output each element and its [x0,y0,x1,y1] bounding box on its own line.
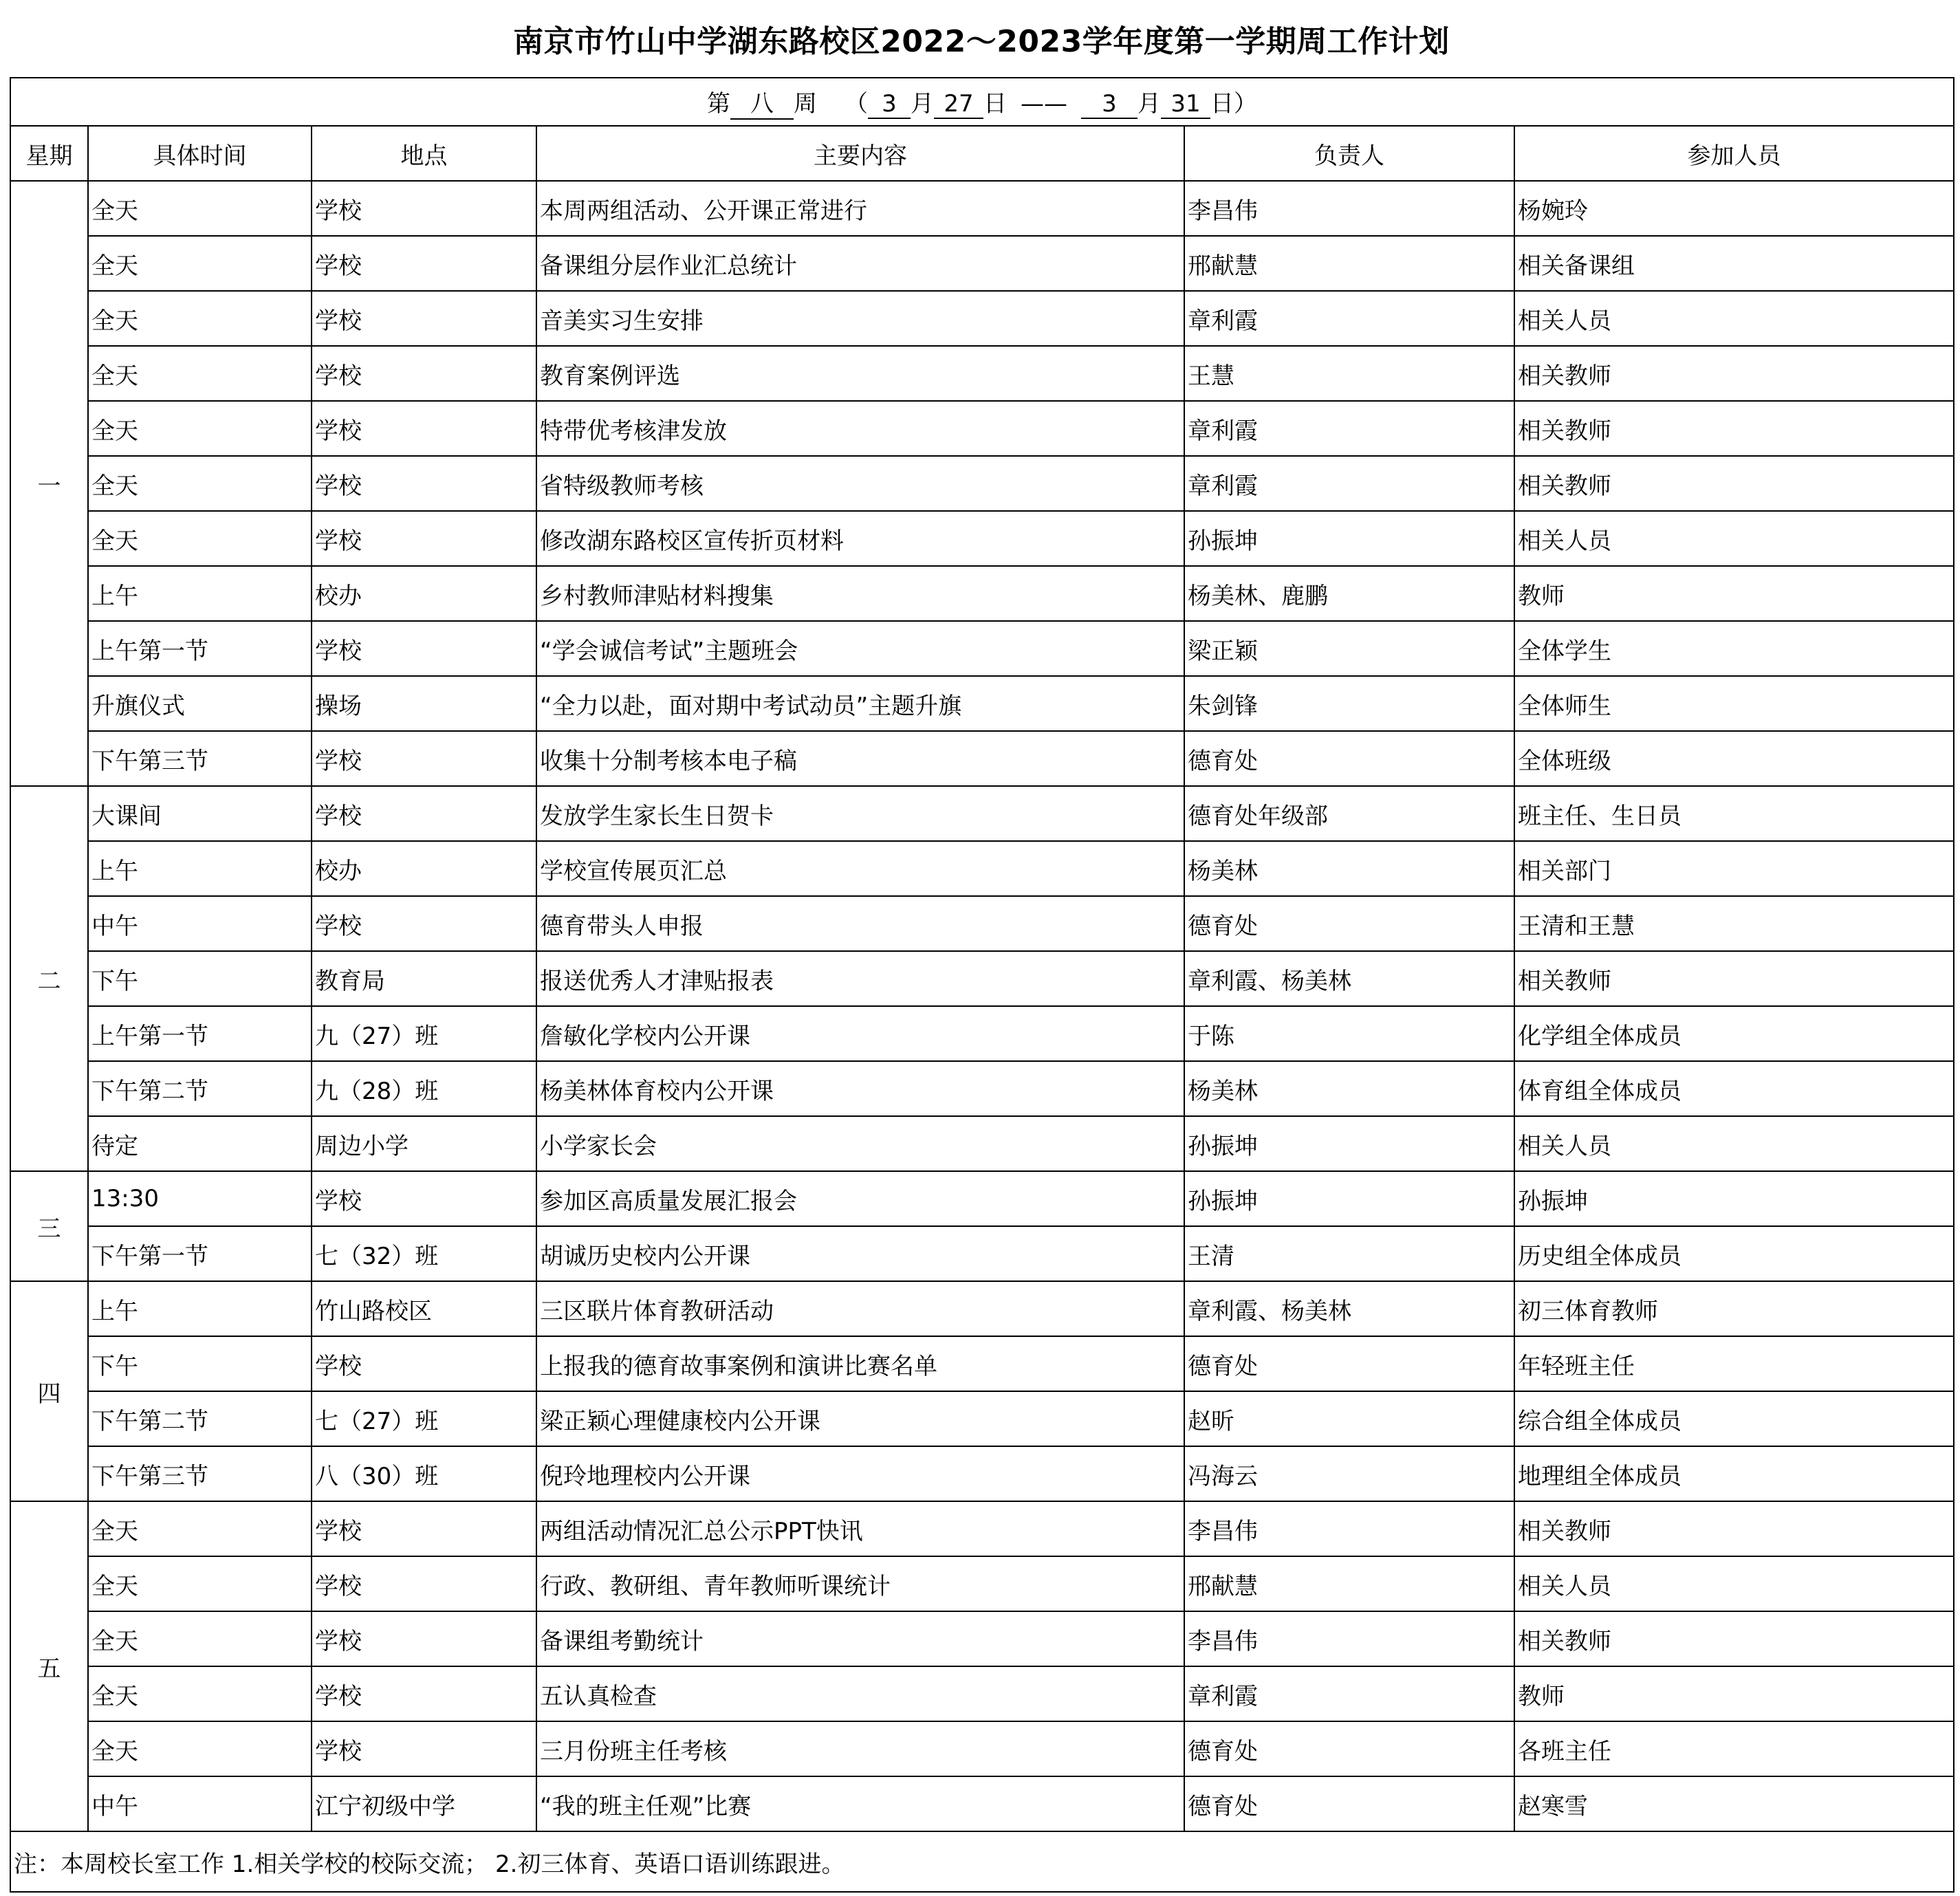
note-row [10,1831,1954,1892]
content-cell: 备课组分层作业汇总统计 [536,236,1184,291]
content-cell: “学会诚信考试”主题班会 [536,621,1184,676]
content-cell: 修改湖东路校区宣传折页材料 [536,511,1184,566]
weekday-cell: 一 [10,181,88,786]
owner-cell: 杨美林 [1184,1061,1514,1116]
table-row [10,1721,1954,1776]
participants-cell: 教师 [1514,1666,1954,1721]
participants-cell: 全体班级 [1514,731,1954,786]
table-row [10,1446,1954,1501]
owner-cell: 孙振坤 [1184,1116,1514,1171]
table-row [10,1391,1954,1446]
start-day: 27 [934,90,983,119]
table-row [10,951,1954,1006]
participants-cell: 孙振坤 [1514,1171,1954,1226]
time-cell: 全天 [88,291,312,346]
time-cell: 下午第二节 [88,1061,312,1116]
week-number: 八 [730,85,794,120]
owner-cell: 章利霞、杨美林 [1184,951,1514,1006]
time-cell: 中午 [88,896,312,951]
time-cell: 下午 [88,951,312,1006]
location-cell: 九（28）班 [312,1061,536,1116]
weekday-cell: 五 [10,1501,88,1831]
participants-cell: 全体学生 [1514,621,1954,676]
time-cell: 下午第三节 [88,1446,312,1501]
content-cell: 学校宣传展页汇总 [536,841,1184,896]
owner-cell: 邢献慧 [1184,1556,1514,1611]
document-title: 南京市竹山中学湖东路校区2022～2023学年度第一学期周工作计划 [513,24,1450,59]
weekday-cell: 四 [10,1281,88,1501]
participants-cell: 相关人员 [1514,1556,1954,1611]
location-cell: 学校 [312,1611,536,1666]
time-cell: 全天 [88,346,312,401]
location-cell: 操场 [312,676,536,731]
time-cell: 全天 [88,181,312,236]
location-cell: 江宁初级中学 [312,1776,536,1831]
owner-cell: 德育处 [1184,1776,1514,1831]
content-cell: 三月份班主任考核 [536,1721,1184,1776]
owner-cell: 德育处年级部 [1184,786,1514,841]
owner-cell: 赵昕 [1184,1391,1514,1446]
location-cell: 七（27）班 [312,1391,536,1446]
time-cell: 待定 [88,1116,312,1171]
content-cell: 参加区高质量发展汇报会 [536,1171,1184,1226]
owner-cell: 邢献慧 [1184,236,1514,291]
content-cell: 本周两组活动、公开课正常进行 [536,181,1184,236]
weekday-cell: 二 [10,786,88,1171]
owner-cell: 章利霞 [1184,291,1514,346]
start-month: 3 [868,90,911,119]
location-cell: 七（32）班 [312,1226,536,1281]
time-cell: 大课间 [88,786,312,841]
content-cell: “我的班主任观”比赛 [536,1776,1184,1831]
table-row [10,456,1954,511]
table-row [10,1776,1954,1831]
location-cell: 学校 [312,346,536,401]
end-day: 31 [1161,90,1210,119]
participants-cell: 杨婉玲 [1514,181,1954,236]
weekday-cell: 三 [10,1171,88,1281]
table-row [10,1006,1954,1061]
table-row [10,1501,1954,1556]
content-cell: 行政、教研组、青年教师听课统计 [536,1556,1184,1611]
owner-cell: 章利霞、杨美林 [1184,1281,1514,1336]
header-location: 地点 [312,126,536,181]
time-cell: 中午 [88,1776,312,1831]
participants-cell: 相关教师 [1514,951,1954,1006]
participants-cell: 王清和王慧 [1514,896,1954,951]
header-row [10,126,1954,181]
participants-cell: 综合组全体成员 [1514,1391,1954,1446]
header-content: 主要内容 [536,126,1184,181]
location-cell: 学校 [312,786,536,841]
table-row [10,401,1954,456]
time-cell: 上午 [88,841,312,896]
header-time: 具体时间 [88,126,312,181]
location-cell: 学校 [312,621,536,676]
content-cell: 梁正颖心理健康校内公开课 [536,1391,1184,1446]
owner-cell: 章利霞 [1184,401,1514,456]
weekly-plan-sheet [10,0,1953,1893]
participants-cell: 全体师生 [1514,676,1954,731]
owner-cell: 德育处 [1184,731,1514,786]
participants-cell: 相关备课组 [1514,236,1954,291]
owner-cell: 德育处 [1184,1336,1514,1391]
time-cell: 上午第一节 [88,621,312,676]
location-cell: 学校 [312,236,536,291]
time-cell: 上午第一节 [88,1006,312,1061]
time-cell: 13:30 [88,1171,312,1226]
content-cell: 杨美林体育校内公开课 [536,1061,1184,1116]
location-cell: 学校 [312,1556,536,1611]
owner-cell: 于陈 [1184,1006,1514,1061]
participants-cell: 相关人员 [1514,291,1954,346]
participants-cell: 班主任、生日员 [1514,786,1954,841]
table-row [10,236,1954,291]
participants-cell: 历史组全体成员 [1514,1226,1954,1281]
location-cell: 九（27）班 [312,1006,536,1061]
participants-cell: 教师 [1514,566,1954,621]
table-row [10,511,1954,566]
start-month-char: 月 [911,89,934,118]
content-cell: 三区联片体育教研活动 [536,1281,1184,1336]
table-row [10,566,1954,621]
time-cell: 全天 [88,236,312,291]
week-range-row [10,78,1954,126]
time-cell: 下午第一节 [88,1226,312,1281]
table-row [10,291,1954,346]
content-cell: 音美实习生安排 [536,291,1184,346]
time-cell: 下午第三节 [88,731,312,786]
owner-cell: 李昌伟 [1184,1611,1514,1666]
time-cell: 下午第二节 [88,1391,312,1446]
content-cell: 特带优考核津发放 [536,401,1184,456]
content-cell: 上报我的德育故事案例和演讲比赛名单 [536,1336,1184,1391]
time-cell: 下午 [88,1336,312,1391]
time-cell: 全天 [88,511,312,566]
weekly-plan-table [10,77,1954,1893]
location-cell: 学校 [312,1501,536,1556]
content-cell: 收集十分制考核本电子稿 [536,731,1184,786]
owner-cell: 德育处 [1184,896,1514,951]
week-prefix: 第 [707,89,730,118]
location-cell: 学校 [312,291,536,346]
content-cell: “全力以赴，面对期中考试动员”主题升旗 [536,676,1184,731]
header-weekday: 星期 [10,126,88,181]
start-day-char: 日 [983,89,1007,118]
table-row [10,731,1954,786]
end-month: 3 [1081,90,1137,119]
location-cell: 学校 [312,1721,536,1776]
table-row [10,896,1954,951]
content-cell: 乡村教师津贴材料搜集 [536,566,1184,621]
table-row [10,1171,1954,1226]
owner-cell: 孙振坤 [1184,1171,1514,1226]
participants-cell: 年轻班主任 [1514,1336,1954,1391]
date-dash: —— [1021,89,1067,118]
owner-cell: 孙振坤 [1184,511,1514,566]
location-cell: 校办 [312,566,536,621]
owner-cell: 梁正颖 [1184,621,1514,676]
participants-cell: 赵寒雪 [1514,1776,1954,1831]
content-cell: 德育带头人申报 [536,896,1184,951]
participants-cell: 初三体育教师 [1514,1281,1954,1336]
week-range [10,78,1954,126]
content-cell: 教育案例评选 [536,346,1184,401]
table-row [10,676,1954,731]
time-cell: 全天 [88,1721,312,1776]
table-row [10,1666,1954,1721]
content-cell: 发放学生家长生日贺卡 [536,786,1184,841]
week-suffix: 周 [794,89,817,118]
participants-cell: 相关人员 [1514,1116,1954,1171]
table-row [10,841,1954,896]
location-cell: 学校 [312,1171,536,1226]
owner-cell: 朱剑锋 [1184,676,1514,731]
participants-cell: 相关教师 [1514,401,1954,456]
header-owner: 负责人 [1184,126,1514,181]
footer-note: 注：本周校长室工作 1.相关学校的校际交流； 2.初三体育、英语口语训练跟进。 [10,1831,1954,1892]
participants-cell: 体育组全体成员 [1514,1061,1954,1116]
participants-cell: 相关人员 [1514,511,1954,566]
participants-cell: 相关教师 [1514,1611,1954,1666]
week-open-paren: （ [845,89,868,118]
table-row [10,1226,1954,1281]
content-cell: 省特级教师考核 [536,456,1184,511]
time-cell: 上午 [88,1281,312,1336]
table-row [10,181,1954,236]
time-cell: 全天 [88,1501,312,1556]
location-cell: 学校 [312,896,536,951]
participants-cell: 化学组全体成员 [1514,1006,1954,1061]
time-cell: 全天 [88,1666,312,1721]
location-cell: 竹山路校区 [312,1281,536,1336]
content-cell: 五认真检查 [536,1666,1184,1721]
table-row [10,1061,1954,1116]
owner-cell: 冯海云 [1184,1446,1514,1501]
owner-cell: 李昌伟 [1184,181,1514,236]
location-cell: 校办 [312,841,536,896]
location-cell: 教育局 [312,951,536,1006]
time-cell: 全天 [88,1556,312,1611]
location-cell: 学校 [312,181,536,236]
time-cell: 全天 [88,456,312,511]
participants-cell: 相关教师 [1514,1501,1954,1556]
table-row [10,1116,1954,1171]
content-cell: 詹敏化学校内公开课 [536,1006,1184,1061]
content-cell: 报送优秀人才津贴报表 [536,951,1184,1006]
content-cell: 倪玲地理校内公开课 [536,1446,1184,1501]
week-close-paren: 日） [1210,89,1257,118]
table-row [10,1556,1954,1611]
table-row [10,346,1954,401]
location-cell: 学校 [312,1666,536,1721]
location-cell: 学校 [312,511,536,566]
location-cell: 学校 [312,1336,536,1391]
content-cell: 胡诚历史校内公开课 [536,1226,1184,1281]
table-row [10,1281,1954,1336]
location-cell: 学校 [312,731,536,786]
owner-cell: 王慧 [1184,346,1514,401]
owner-cell: 章利霞 [1184,1666,1514,1721]
participants-cell: 相关部门 [1514,841,1954,896]
table-row [10,1336,1954,1391]
time-cell: 全天 [88,1611,312,1666]
owner-cell: 杨美林 [1184,841,1514,896]
location-cell: 学校 [312,401,536,456]
end-month-char: 月 [1137,89,1161,118]
owner-cell: 杨美林、鹿鹏 [1184,566,1514,621]
table-row [10,621,1954,676]
owner-cell: 章利霞 [1184,456,1514,511]
participants-cell: 相关教师 [1514,346,1954,401]
owner-cell: 德育处 [1184,1721,1514,1776]
time-cell: 升旗仪式 [88,676,312,731]
participants-cell: 各班主任 [1514,1721,1954,1776]
content-cell: 小学家长会 [536,1116,1184,1171]
time-cell: 上午 [88,566,312,621]
location-cell: 周边小学 [312,1116,536,1171]
participants-cell: 地理组全体成员 [1514,1446,1954,1501]
location-cell: 学校 [312,456,536,511]
owner-cell: 王清 [1184,1226,1514,1281]
table-row [10,786,1954,841]
content-cell: 两组活动情况汇总公示PPT快讯 [536,1501,1184,1556]
header-participants: 参加人员 [1514,126,1954,181]
location-cell: 八（30）班 [312,1446,536,1501]
participants-cell: 相关教师 [1514,456,1954,511]
table-row [10,1611,1954,1666]
content-cell: 备课组考勤统计 [536,1611,1184,1666]
owner-cell: 李昌伟 [1184,1501,1514,1556]
time-cell: 全天 [88,401,312,456]
